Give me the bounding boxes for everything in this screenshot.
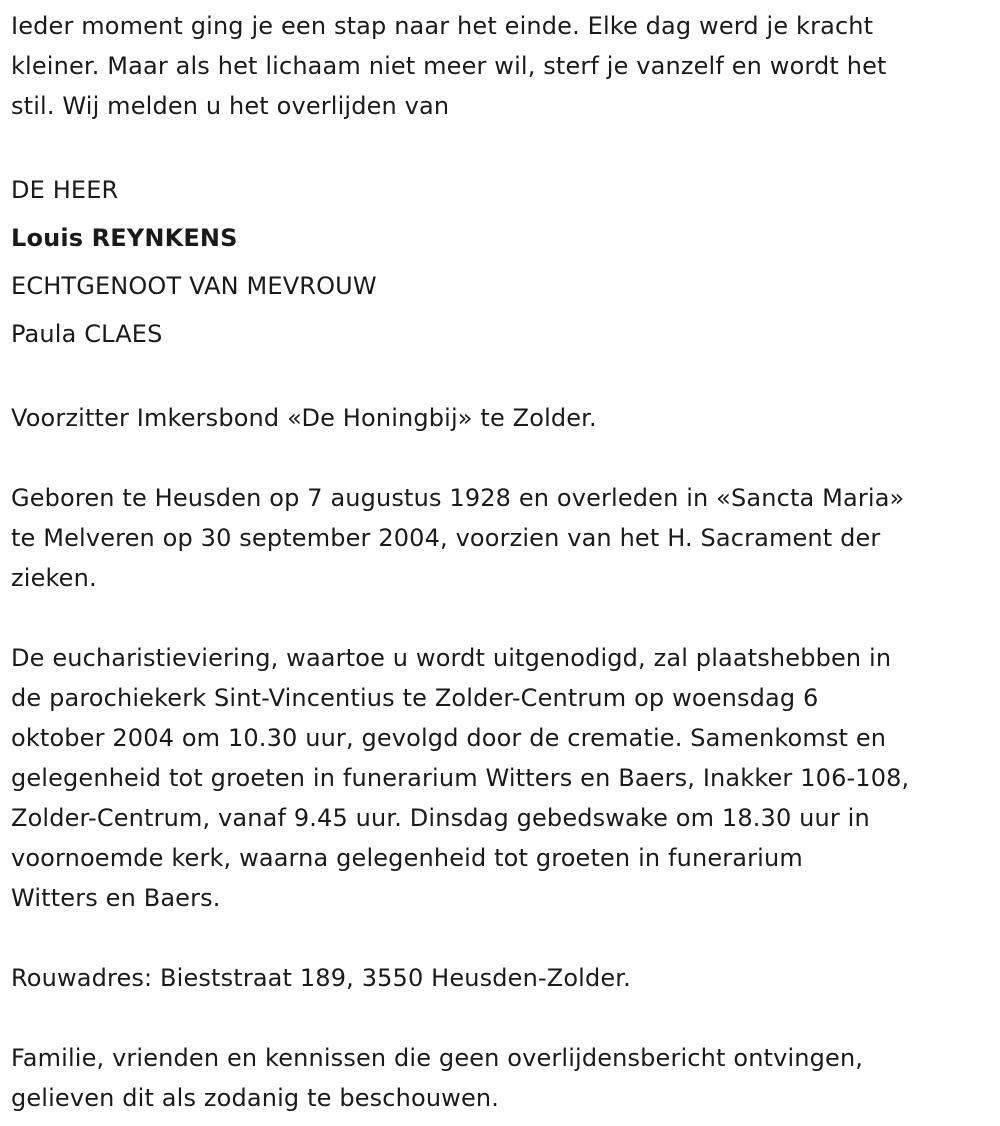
spacer	[11, 438, 991, 478]
spacer	[11, 358, 991, 398]
role-line: Voorzitter Imkersbond «De Honingbij» te Zolder.	[11, 404, 597, 432]
ceremony-line: Witters en Baers.	[11, 884, 221, 912]
birth-death-line: zieken.	[11, 564, 97, 592]
ceremony-line: voornoemde kerk, waarna gelegenheid tot groeten in funerarium	[11, 844, 803, 872]
deceased-relation: ECHTGENOOT VAN MEVROUW	[11, 272, 377, 300]
address-line: Rouwadres: Bieststraat 189, 3550 Heusden-Zolder.	[11, 964, 631, 992]
ceremony-line: de parochiekerk Sint-Vincentius te Zolder-Centrum op woensdag 6	[11, 684, 819, 712]
spacer	[11, 998, 991, 1038]
spacer	[11, 598, 991, 638]
intro-paragraph	[11, 6, 991, 126]
ceremony-line: oktober 2004 om 10.30 uur, gevolgd door de crematie. Samenkomst en	[11, 724, 887, 752]
closing-line: Familie, vrienden en kennissen die geen overlijdensbericht ontvingen,	[11, 1044, 864, 1072]
spacer	[11, 918, 991, 958]
birth-death-line: te Melveren op 30 september 2004, voorzien van het H. Sacrament der	[11, 524, 881, 552]
deceased-title: DE HEER	[11, 176, 119, 204]
ceremony-line: De eucharistieviering, waartoe u wordt uitgenodigd, zal plaatshebben in	[11, 644, 892, 672]
ceremony-line: gelegenheid tot groeten in funerarium Witters en Baers, Inakker 106-108,	[11, 764, 910, 792]
intro-line: stil. Wij melden u het overlijden van	[11, 92, 450, 120]
deceased-name: Louis REYNKENS	[11, 224, 238, 252]
address-paragraph	[11, 958, 991, 998]
intro-line: kleiner. Maar als het lichaam niet meer wil, sterf je vanzelf en wordt het	[11, 52, 887, 80]
spacer	[11, 126, 991, 166]
spouse-name: Paula CLAES	[11, 320, 163, 348]
birth-death-paragraph	[11, 478, 991, 598]
closing-paragraph	[11, 1038, 991, 1118]
obituary-document	[11, 6, 991, 1118]
closing-line: gelieven dit als zodanig te beschouwen.	[11, 1084, 500, 1112]
intro-line: Ieder moment ging je een stap naar het einde. Elke dag werd je kracht	[11, 12, 874, 40]
ceremony-paragraph	[11, 638, 991, 918]
role-paragraph	[11, 398, 991, 438]
ceremony-line: Zolder-Centrum, vanaf 9.45 uur. Dinsdag gebedswake om 18.30 uur in	[11, 804, 870, 832]
birth-death-line: Geboren te Heusden op 7 augustus 1928 en overleden in «Sancta Maria»	[11, 484, 905, 512]
